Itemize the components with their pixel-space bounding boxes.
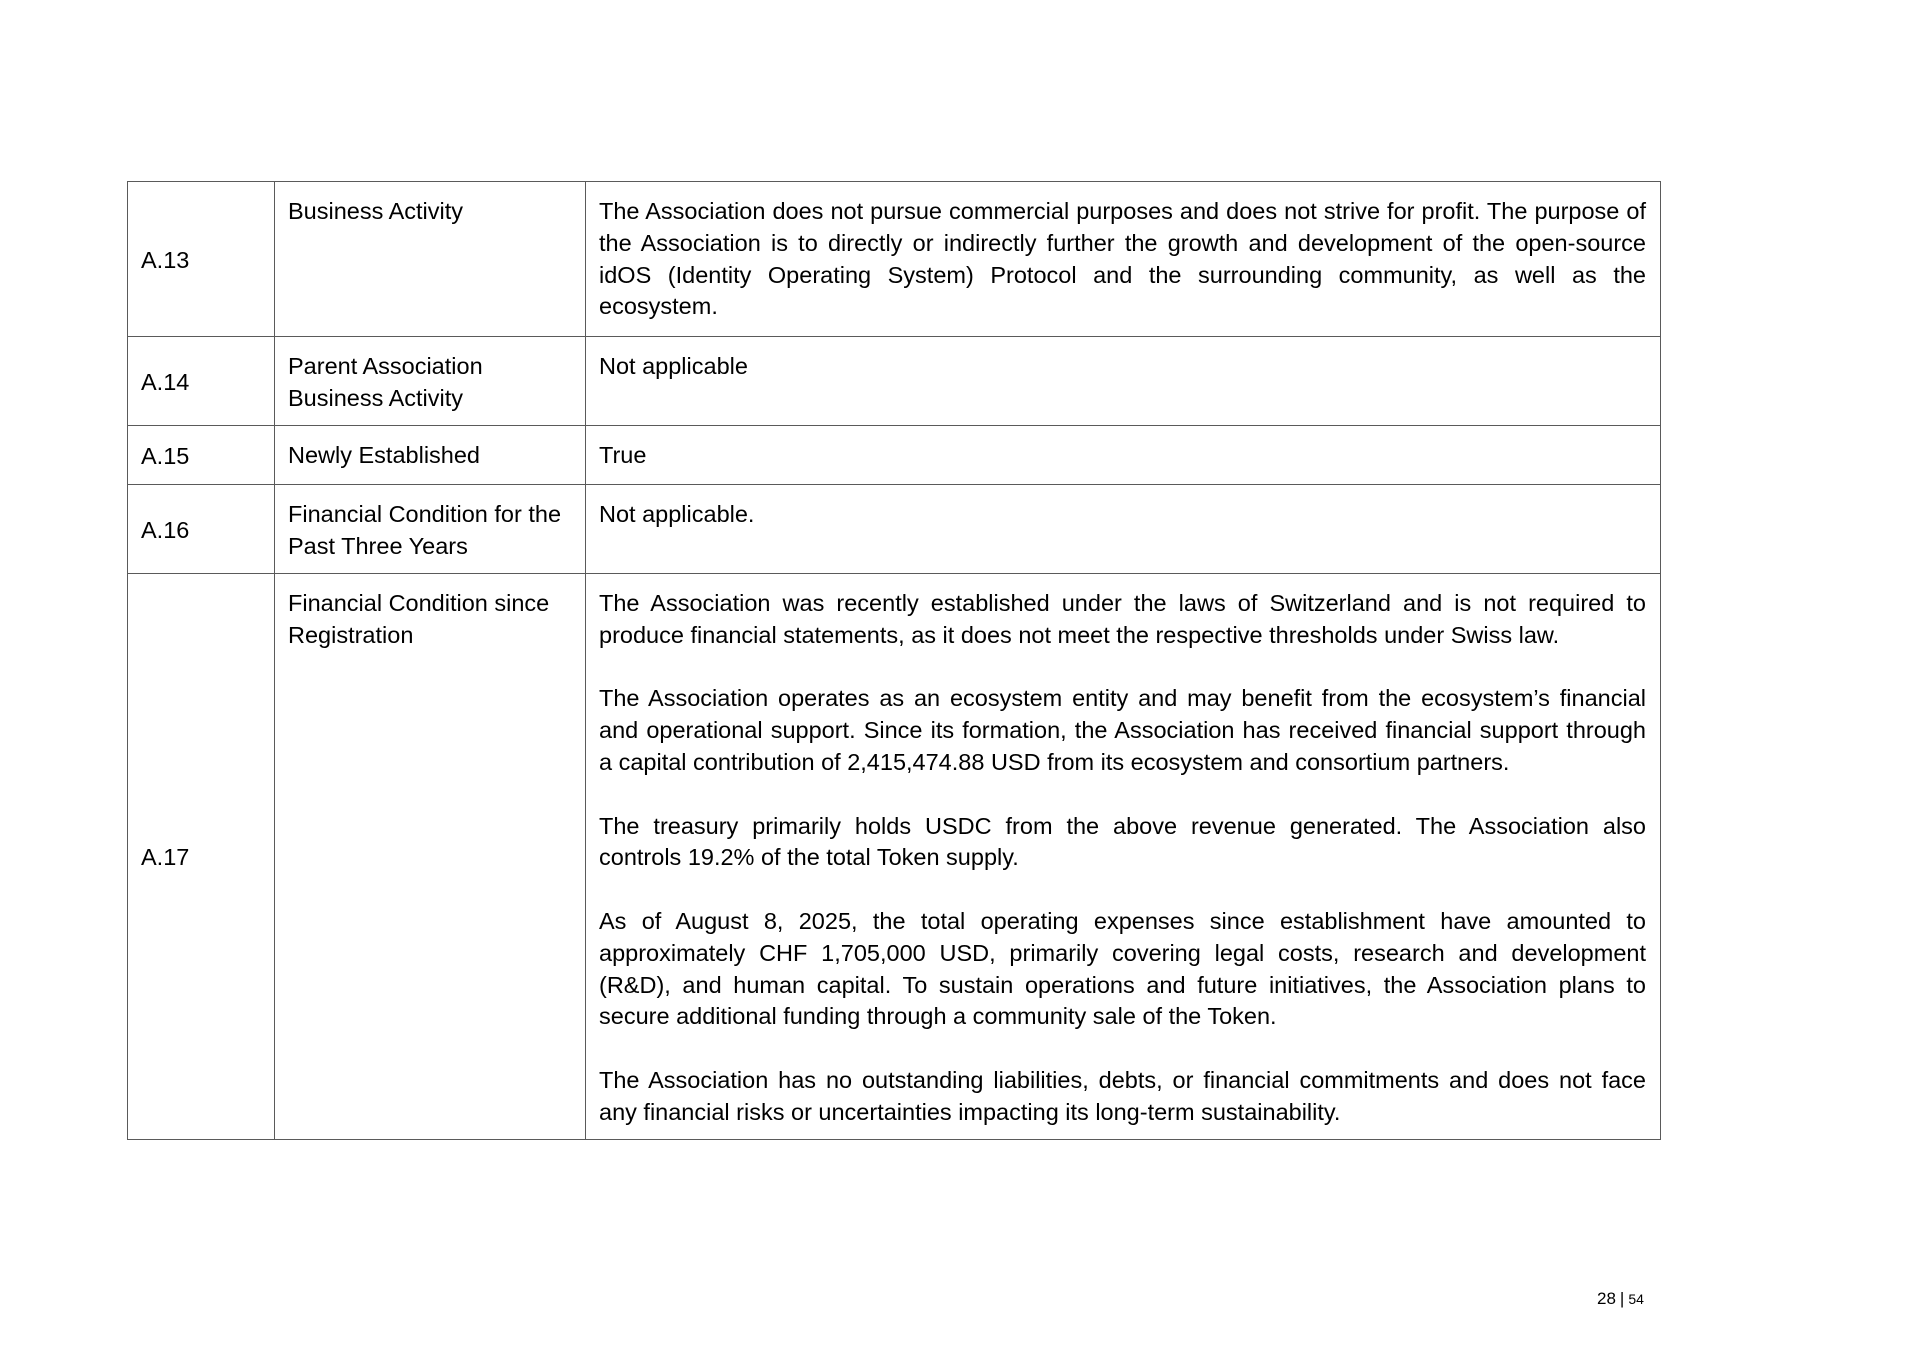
page-number <box>1597 1289 1644 1309</box>
page-separator: | <box>1619 1289 1625 1308</box>
row-field-label: Newly Established <box>275 426 586 485</box>
row-id: A.15 <box>128 426 275 485</box>
table-row <box>128 337 1661 426</box>
row-value <box>586 182 1661 337</box>
table-row <box>128 182 1661 337</box>
row-value <box>586 337 1661 426</box>
row-id: A.14 <box>128 337 275 426</box>
value-paragraph: As of August 8, 2025, the total operating expenses since establishment have amounted to approximately CHF 1,705,000 USD, primarily covering legal costs, research and development (R&D), and human capital. To sustain operations and future initiatives, the Association plans to secure additional funding through a community sale of the Token. <box>599 907 1646 1030</box>
value-paragraph: The treasury primarily holds USDC from the above revenue generated. The Association also controls 19.2% of the total Token supply. <box>599 812 1646 871</box>
row-id: A.16 <box>128 485 275 574</box>
row-field-label: Financial Condition since Registration <box>275 574 586 1140</box>
value-paragraph: Not applicable. <box>599 501 755 527</box>
row-value <box>586 426 1661 485</box>
table-row <box>128 426 1661 485</box>
row-id: A.13 <box>128 182 275 337</box>
table-row <box>128 485 1661 574</box>
row-id: A.17 <box>128 574 275 1140</box>
row-field-label: Financial Condition for the Past Three Years <box>275 485 586 574</box>
table-row <box>128 574 1661 1140</box>
row-value <box>586 574 1661 1140</box>
value-paragraph: The Association does not pursue commercial purposes and does not strive for profit. The purpose of the Association is to directly or indirectly further the growth and development of the open-source idOS (Identity Operating System) Protocol and the surrounding community, as well as the ecosystem. <box>599 198 1646 320</box>
value-paragraph: Not applicable <box>599 353 748 379</box>
value-paragraph: True <box>599 442 647 468</box>
row-field-label: Business Activity <box>275 182 586 337</box>
row-value <box>586 485 1661 574</box>
value-paragraph: The Association has no outstanding liabilities, debts, or financial commitments and does not face any financial risks or uncertainties impacting its long-term sustainability. <box>599 1066 1646 1125</box>
row-field-label: Parent Association Business Activity <box>275 337 586 426</box>
disclosure-table <box>127 181 1661 1140</box>
value-paragraph: The Association operates as an ecosystem entity and may benefit from the ecosystem’s financial and operational support. Since its formation, the Association has received financial support through a capital contribution of 2,415,474.88 USD from its ecosystem and consortium partners. <box>599 685 1646 775</box>
value-paragraph: The Association was recently established under the laws of Switzerland and is not required to produce financial statements, as it does not meet the respective thresholds under Swiss law. <box>599 590 1646 648</box>
page-total: 54 <box>1628 1291 1644 1307</box>
page-current: 28 <box>1597 1289 1616 1308</box>
